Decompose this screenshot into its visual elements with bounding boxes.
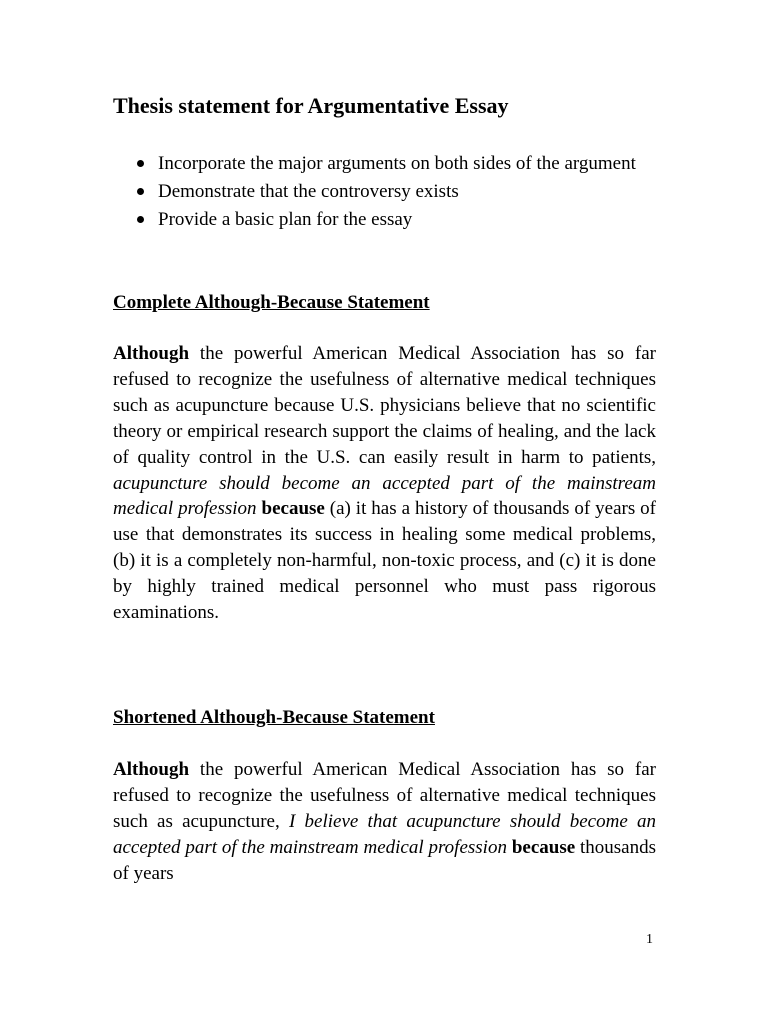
bullet-dot-icon (137, 188, 144, 195)
page-title: Thesis statement for Argumentative Essay (113, 93, 509, 118)
thesis-claim: acupuncture should become an accepted part of the mainstream medical profession (113, 472, 656, 520)
bullet-text: Provide a basic plan for the essay (158, 209, 413, 230)
bullet-dot-icon (137, 216, 144, 223)
bullet-text: Incorporate the major arguments on both sides of the argument (158, 153, 636, 174)
complete-statement-paragraph (113, 341, 656, 626)
page-number: 1 (646, 932, 653, 947)
paragraph-text: the powerful American Medical Association has so far refused to recognize the usefulness of alternative medical techniques such as acupuncture because U.S. physicians believe that no scientific theory or empirical research support the claims of healing, and the lack of quality control in the U.S. can easily result in harm to patients, (113, 343, 656, 468)
although-keyword: Although (113, 759, 190, 780)
thesis-claim: I believe that acupuncture should become an accepted part of the mainstream medical profession (113, 810, 656, 858)
although-keyword: Although (113, 343, 190, 364)
bullet-item (137, 150, 667, 178)
bullet-dot-icon (137, 160, 144, 167)
bullet-list (137, 150, 667, 234)
bullet-item (137, 178, 667, 206)
paragraph-text: the powerful American Medical Association has so far refused to recognize the usefulness of alternative medical techniques such as acupuncture, (113, 759, 656, 832)
paragraph-text: thousands of years (113, 836, 656, 884)
section-heading-complete: Complete Although-Because Statement (113, 292, 430, 313)
because-keyword: because (261, 498, 325, 520)
shortened-statement-paragraph (113, 757, 656, 887)
bullet-item (137, 206, 667, 234)
bullet-text: Demonstrate that the controversy exists (158, 181, 459, 202)
paragraph-text: (a) it has a history of thousands of years of use that demonstrates its success in healing some medical problems, (b) it is a completely non-harmful, non-toxic process, and (c) it is done by highly trained medical personnel who must pass rigorous examinations. (113, 498, 656, 624)
section-heading-shortened: Shortened Although-Because Statement (113, 707, 435, 728)
because-keyword: because (511, 836, 576, 858)
